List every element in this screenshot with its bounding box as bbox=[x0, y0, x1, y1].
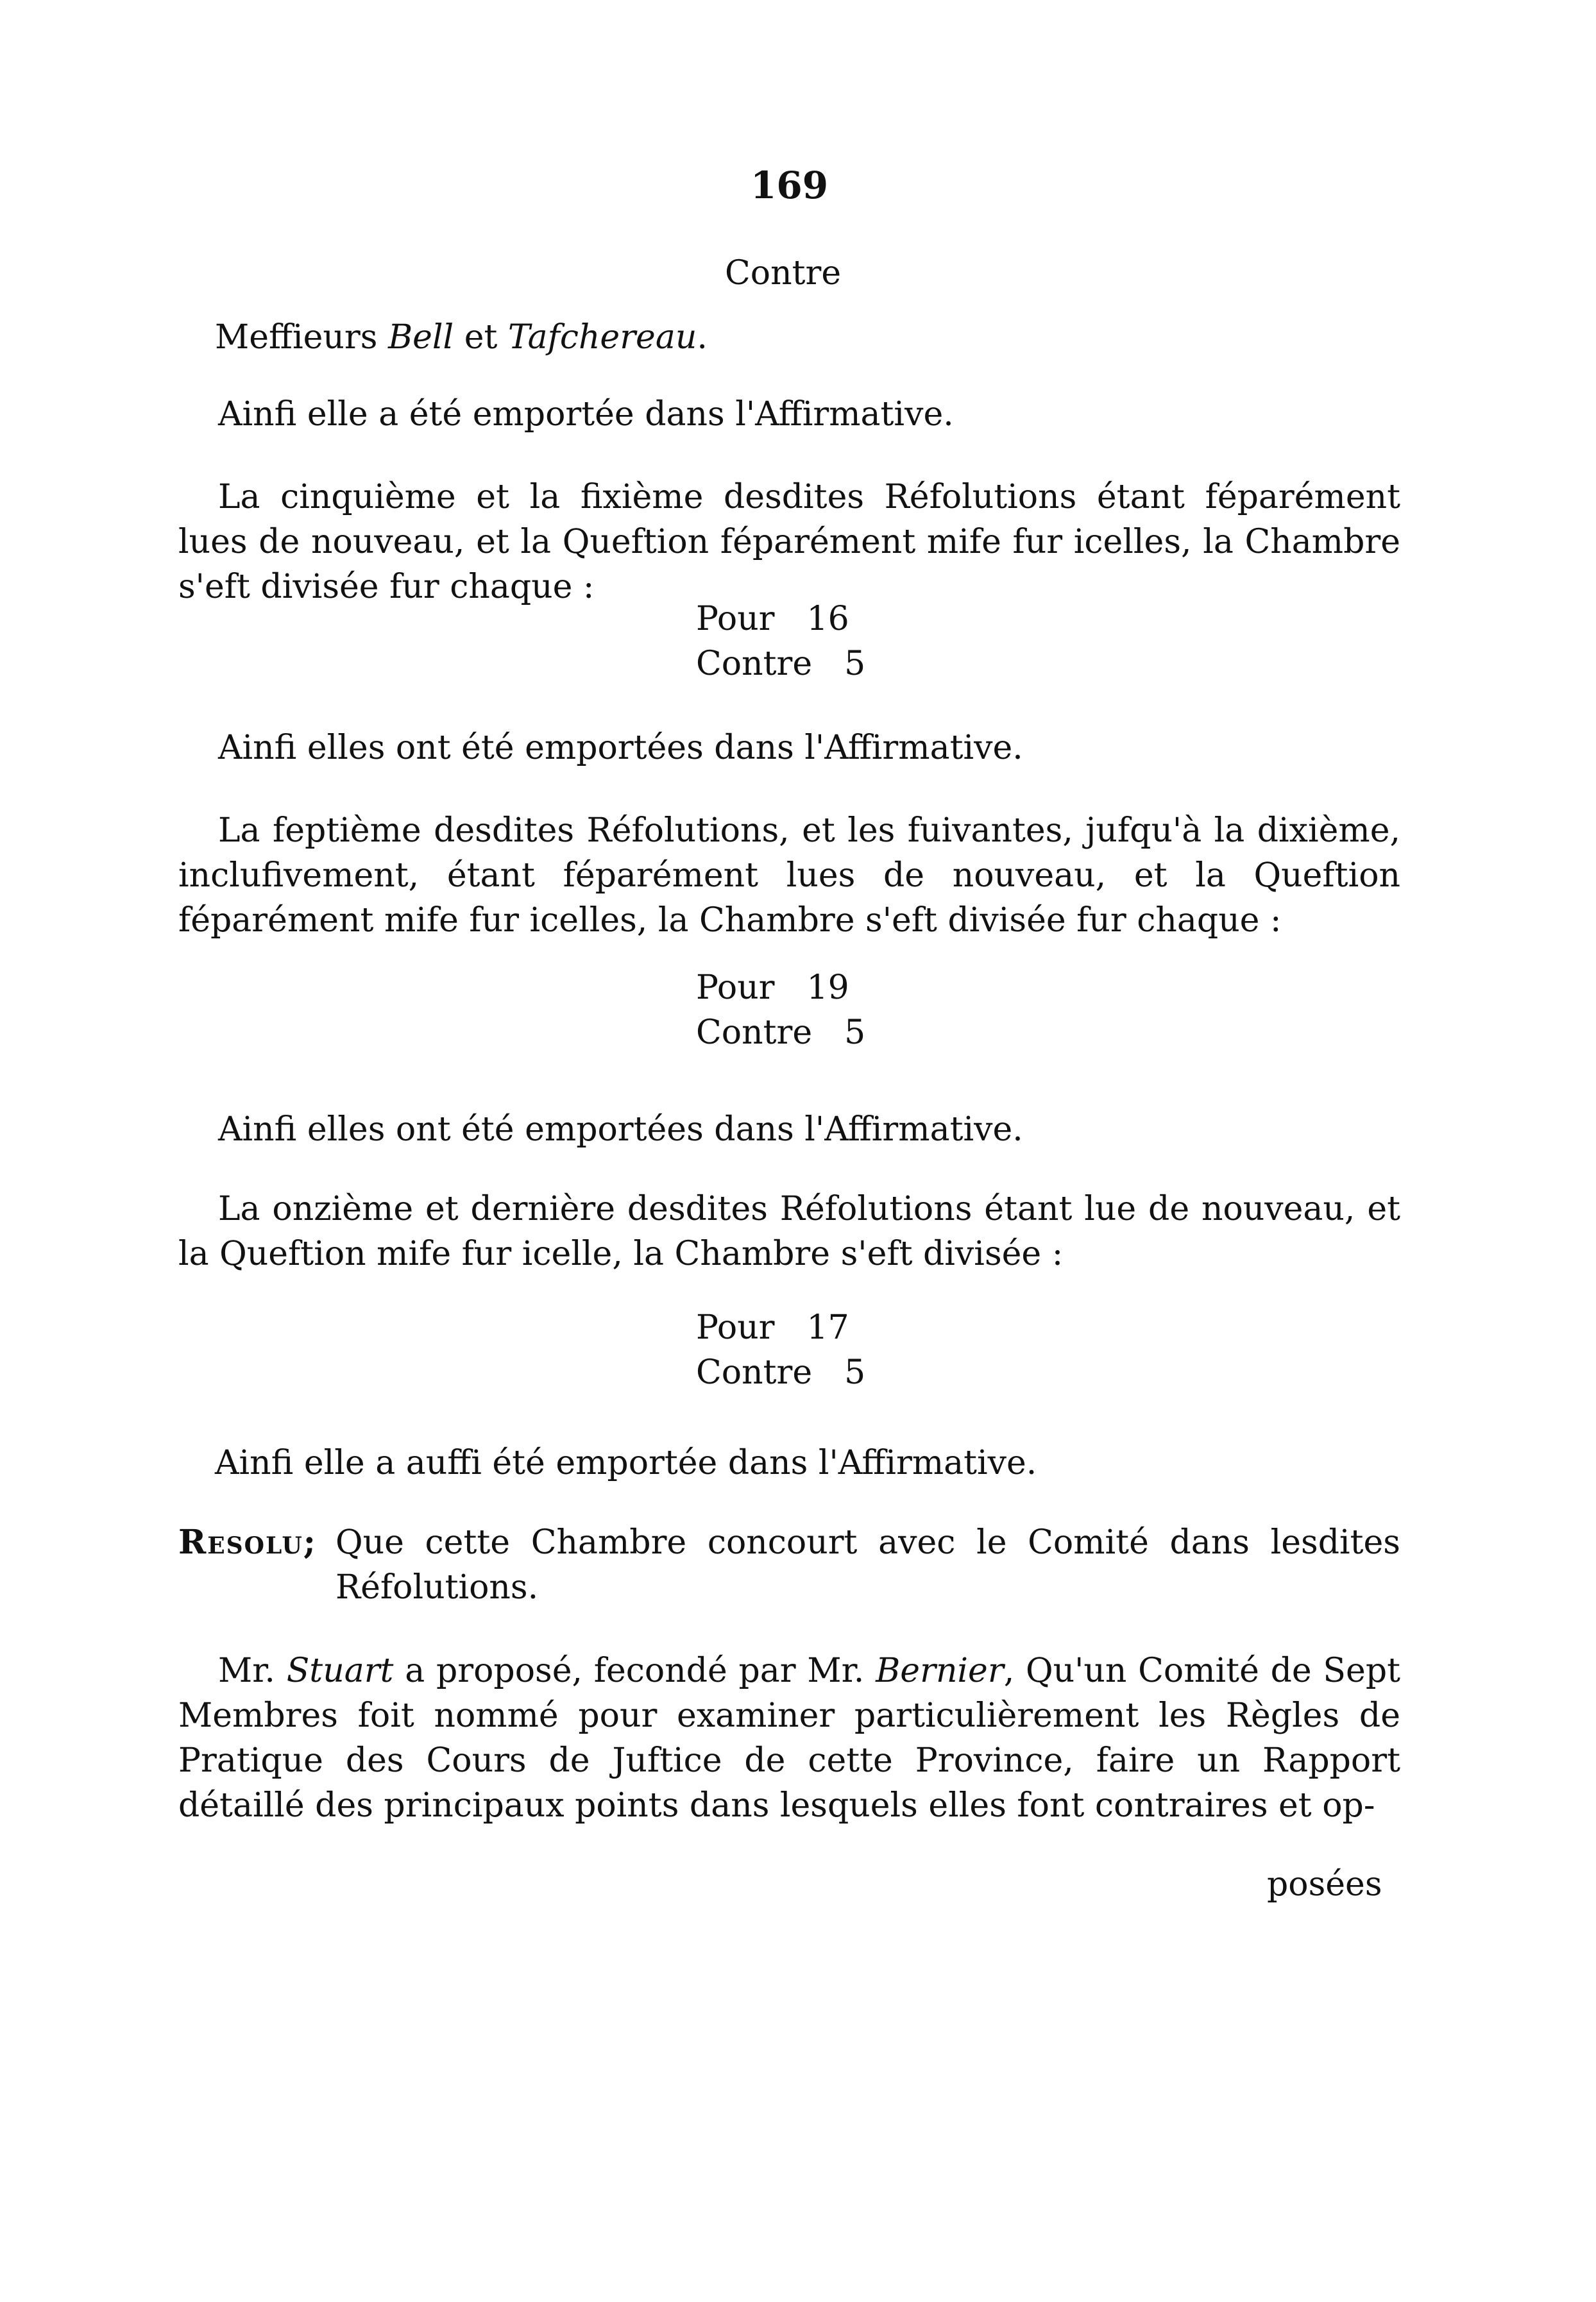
resolu-label: Resolu; bbox=[178, 1523, 317, 1562]
result-affirmative-1: Ainfi elle a été emportée dans l'Affirmative. bbox=[218, 395, 954, 434]
vote3-pour-label: Pour bbox=[696, 1308, 775, 1347]
vote2-pour-label: Pour bbox=[696, 969, 775, 1007]
motion-text-3: , Qu'un Comité de Sept Membres foit nommé pour examiner particulièrement les Règles de Pratique des Cours de Juftice de cette Province, faire un Rapport détaillé des principaux points dans lesquels elles font contraires et op- bbox=[178, 1652, 1400, 1825]
messieurs-name-bell: Bell bbox=[387, 318, 454, 357]
paragraph-seventh-tenth: La feptième desdites Réfolutions, et les fuivantes, jufqu'à la dixième, inclufivement, étant féparément lues de nouveau, et la Queftion féparément mife fur icelles, la Chambre s'eft divisée fur chaque : bbox=[178, 811, 1400, 940]
paragraph-stuart-motion bbox=[178, 1648, 1400, 1828]
messieurs-line bbox=[215, 318, 708, 357]
vote3-contre-value: 5 bbox=[844, 1353, 866, 1392]
contre-heading: Contre bbox=[725, 254, 842, 292]
messieurs-name-taschereau: Tafchereau bbox=[507, 318, 697, 357]
vote1-pour-label: Pour bbox=[696, 600, 775, 638]
vote2-pour-value: 19 bbox=[806, 969, 849, 1007]
motion-text-2: a proposé, fecondé par Mr. bbox=[393, 1652, 876, 1690]
vote-tally-2 bbox=[696, 965, 865, 1055]
messieurs-prefix: Meffieurs bbox=[215, 318, 388, 357]
result-affirmative-3: Ainfi elles ont été emportées dans l'Affirmative. bbox=[218, 1110, 1023, 1149]
vote1-pour-value: 16 bbox=[806, 600, 849, 638]
vote2-contre-label: Contre bbox=[696, 1013, 813, 1052]
result-affirmative-4: Ainfi elle a auffi été emportée dans l'Affirmative. bbox=[215, 1444, 1037, 1482]
vote1-contre-value: 5 bbox=[844, 645, 866, 683]
result-affirmative-2: Ainfi elles ont été emportées dans l'Affirmative. bbox=[218, 729, 1023, 767]
paragraph-fifth-sixth: La cinquième et la fixième desdites Réfolutions étant féparément lues de nouveau, et la Queftion féparément mife fur icelles, la Chambre s'eft divisée fur chaque : bbox=[178, 478, 1400, 606]
catchword: posées bbox=[1267, 1865, 1382, 1904]
vote3-contre-label: Contre bbox=[696, 1353, 813, 1392]
vote2-contre-value: 5 bbox=[844, 1013, 866, 1052]
resolu-text: Que cette Chambre concourt avec le Comité dans lesdites Réfolutions. bbox=[335, 1523, 1400, 1607]
vote3-pour-value: 17 bbox=[806, 1308, 849, 1347]
page-number: 169 bbox=[751, 164, 829, 207]
resolution-block bbox=[178, 1520, 1400, 1607]
motion-name-bernier: Bernier bbox=[876, 1652, 1004, 1690]
paragraph-eleventh: La onzième et dernière desdites Réfolutions étant lue de nouveau, et la Queftion mife fur icelle, la Chambre s'eft divisée : bbox=[178, 1190, 1400, 1273]
vote1-contre-label: Contre bbox=[696, 645, 813, 683]
messieurs-mid: et bbox=[454, 318, 508, 357]
motion-name-stuart: Stuart bbox=[286, 1652, 394, 1690]
vote-tally-3 bbox=[696, 1305, 865, 1395]
vote-tally-1 bbox=[696, 597, 865, 686]
motion-text-1: Mr. bbox=[218, 1652, 287, 1690]
messieurs-suffix: . bbox=[697, 318, 708, 357]
